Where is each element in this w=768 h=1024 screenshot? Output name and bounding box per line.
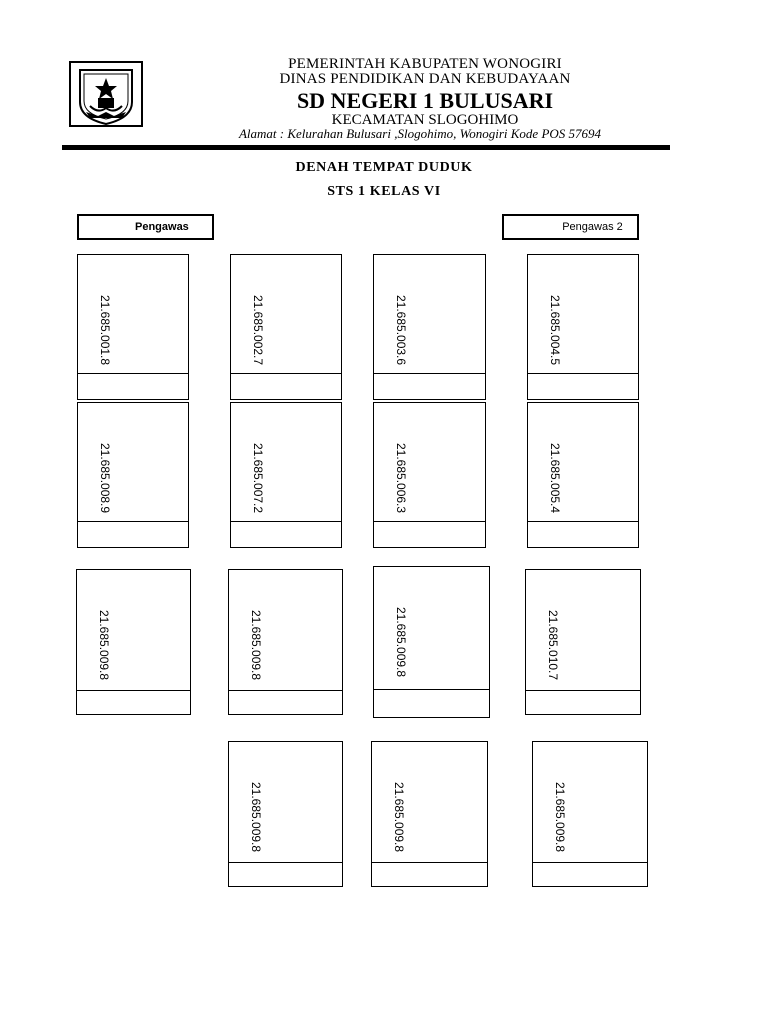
seat-card [230, 254, 342, 400]
seat-divider [533, 862, 647, 863]
seat-number: 21.685.009.8 [249, 610, 263, 681]
seat-number: 21.685.009.8 [249, 782, 263, 853]
seat-number: 21.685.004.5 [548, 295, 562, 366]
seat-divider [77, 690, 190, 691]
seat-card [77, 254, 189, 400]
seat-divider [374, 373, 485, 374]
seat-divider [78, 373, 188, 374]
seat-divider [78, 521, 188, 522]
seat-card [228, 741, 343, 887]
header-department: DINAS PENDIDIKAN DAN KEBUDAYAAN [279, 71, 571, 87]
seat-divider [528, 521, 638, 522]
school-emblem-icon [68, 60, 144, 128]
seat-card [373, 566, 490, 718]
seat-card [532, 741, 648, 887]
seat-number: 21.685.005.4 [548, 443, 562, 514]
seat-card [373, 402, 486, 548]
seat-divider [528, 373, 638, 374]
seat-card [230, 402, 342, 548]
seat-divider [372, 862, 487, 863]
seat-number: 21.685.010.7 [546, 610, 560, 681]
page-title: DENAH TEMPAT DUDUK [295, 160, 473, 175]
seat-number: 21.685.007.2 [251, 443, 265, 514]
header-address: Alamat : Kelurahan Bulusari ,Slogohimo, Wonogiri Kode POS 57694 [238, 126, 602, 141]
seat-number: 21.685.009.8 [394, 607, 408, 678]
seat-number: 21.685.006.3 [394, 443, 408, 514]
pengawas-box-left: Pengawas [77, 214, 214, 240]
seat-card [76, 569, 191, 715]
seat-divider [374, 689, 489, 690]
seat-number: 21.685.009.8 [392, 782, 406, 853]
seat-number: 21.685.009.8 [97, 610, 111, 681]
seat-card [77, 402, 189, 548]
seat-divider [229, 862, 342, 863]
seat-card [371, 741, 488, 887]
header-district: KECAMATAN SLOGOHIMO [331, 112, 519, 128]
seat-card [527, 254, 639, 400]
pengawas-box-right: Pengawas 2 [502, 214, 639, 240]
seat-card [373, 254, 486, 400]
seat-divider [526, 690, 640, 691]
seat-card [228, 569, 343, 715]
seat-divider [231, 373, 341, 374]
header-school-name: SD NEGERI 1 BULUSARI [296, 88, 554, 113]
seat-divider [374, 521, 485, 522]
page-subtitle: STS 1 KELAS VI [327, 184, 441, 199]
header-government: PEMERINTAH KABUPATEN WONOGIRI [288, 56, 562, 72]
header-divider [62, 145, 670, 150]
seat-card [525, 569, 641, 715]
seat-number: 21.685.001.8 [98, 295, 112, 366]
seat-divider [231, 521, 341, 522]
seat-number: 21.685.009.8 [553, 782, 567, 853]
seat-card [527, 402, 639, 548]
seat-number: 21.685.003.6 [394, 295, 408, 366]
seat-number: 21.685.008.9 [98, 443, 112, 514]
seat-number: 21.685.002.7 [251, 295, 265, 366]
seat-divider [229, 690, 342, 691]
